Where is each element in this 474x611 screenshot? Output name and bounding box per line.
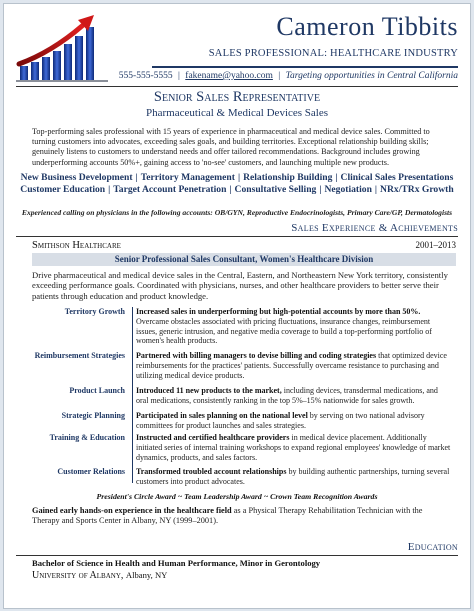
achievements-divider [132, 307, 133, 483]
phone-number: 555-555-5555 [118, 71, 173, 81]
school-name: University of Albany, [32, 570, 124, 581]
awards-line: President's Circle Award ~ Team Leadership Award ~ Crown Team Recognition Awards [96, 492, 378, 501]
resume-page [3, 3, 471, 609]
rising-bar-chart-arrow-icon [16, 12, 108, 82]
skill-item: Clinical Sales Presentations [340, 172, 454, 183]
skills-block [16, 172, 458, 196]
achievement-text: Participated in sales planning on the national level by serving on two national advisory committees for product launches and sales strategies. [136, 411, 425, 430]
headline-subtitle: Pharmaceutical & Medical Devices Sales [145, 107, 329, 119]
achievement-label: Reimbursement Strategies [34, 351, 125, 360]
job-description: Drive pharmaceutical and medical device sales in the Central, Eastern, and Northeastern New York territory, consistently exceeding performance goals. Coordinated with physicians, nurses, and other healthcare providers to better serve their patients through education and product knowledge. [32, 270, 448, 301]
achievement-label: Customer Relations [57, 467, 125, 476]
school-location: Albany, NY [125, 570, 168, 580]
header-divider [152, 66, 458, 68]
achievement-text: Increased sales in underperforming but high-potential accounts by more than 50%. Overcame obstacles associated with pricing fluctuations, insurance changes, reimbursement issues, generic intrusion, and negative media coverage to build a top-performing portfolio of women's health products. [136, 307, 432, 346]
achievement-label: Product Launch [69, 386, 125, 395]
section-divider [16, 555, 458, 556]
target-location: Targeting opportunities in Central California [285, 71, 458, 81]
achievement-label: Territory Growth [64, 307, 125, 316]
skill-item: Target Account Penetration [113, 183, 227, 195]
employment-dates: 2001–2013 [415, 240, 456, 250]
degree: Bachelor of Science in Health and Human Performance, Minor in Gerontology [32, 558, 321, 568]
professional-subtitle: SALES PROFESSIONAL: HEALTHCARE INDUSTRY [208, 48, 458, 59]
skill-item: NRx/TRx Growth [380, 183, 454, 195]
school-line [32, 570, 167, 581]
skills-line-1: New Business Development | Territory Management | Relationship Building | Clinical Sales Presentations [20, 172, 454, 183]
achievement-text: Instructed and certified healthcare providers in medical device placement. Additionally initiated series of internal training workshops to expand regional employees' knowledge of market dynamics, products, and sales factors. [136, 433, 451, 462]
education-section-title: Education [407, 541, 458, 553]
skill-item: Consultative Selling [234, 183, 317, 195]
contact-separator: | [178, 71, 180, 81]
achievement-text: Partnered with billing managers to devise billing and coding strategies that optimized device reimbursements for the practices' patients. Successfully overcame resistance to purchasing and utilizing medical device products. [136, 351, 447, 380]
skill-item: Customer Education [20, 183, 106, 195]
skill-item: Relationship Building [243, 172, 333, 183]
achievement-text: Introduced 11 new products to the market, including devices, transdermal medications, and oral medications, consistently ranking in the top 5%–15% nationwide for sales growth. [136, 386, 438, 405]
achievement-text: Transformed troubled account relationships by building authentic partnerships, turning several customers into product advocates. [136, 467, 450, 486]
email-link[interactable]: fakename@yahoo.com [185, 71, 273, 81]
contact-line [119, 71, 458, 81]
skills-line-2: Customer Education | Target Account Penetration | Consultative Selling | Negotiation | NRx/TRx Growth [20, 183, 454, 195]
company-name: Smithson Healthcare [32, 240, 121, 251]
job-title: Senior Professional Sales Consultant, Women's Healthcare Division [32, 253, 456, 266]
skill-item: New Business Development [20, 172, 133, 183]
early-experience: Gained early hands-on experience in the healthcare field as a Physical Therapy Rehabilitation Technician with the Therapy and Sports Center in Albany, NY (1999–2001). [32, 506, 423, 526]
achievement-label: Training & Education [49, 433, 125, 442]
headline-title: Senior Sales Representative [153, 89, 321, 105]
experience-section-title: Sales Experience & Achievements [291, 222, 458, 234]
section-divider [16, 86, 458, 87]
achievement-label: Strategic Planning [61, 411, 125, 420]
section-divider [16, 236, 458, 237]
skill-item: Negotiation [324, 183, 372, 195]
contact-separator: | [278, 71, 281, 81]
skill-item: Territory Management [140, 172, 235, 183]
experienced-calling-note: Experienced calling on physicians in the following accounts: OB/GYN, Reproductive Endocrinologists, Primary Care/GP, Dermatologists [21, 208, 453, 217]
summary-paragraph: Top-performing sales professional with 15 years of experience in pharmaceutical and medical device sales. Committed to turning customers into advocates, exceeding sales goals, and building territories. Exceptional relationship building skills; genuinely listens to customers to understand needs and offer tailored recommendations. Background includes growing underperforming accounts 50%+, gaining access to 'no-see' customers, and launching multiple new products. [32, 127, 430, 167]
candidate-name: Cameron Tibbits [276, 12, 458, 41]
